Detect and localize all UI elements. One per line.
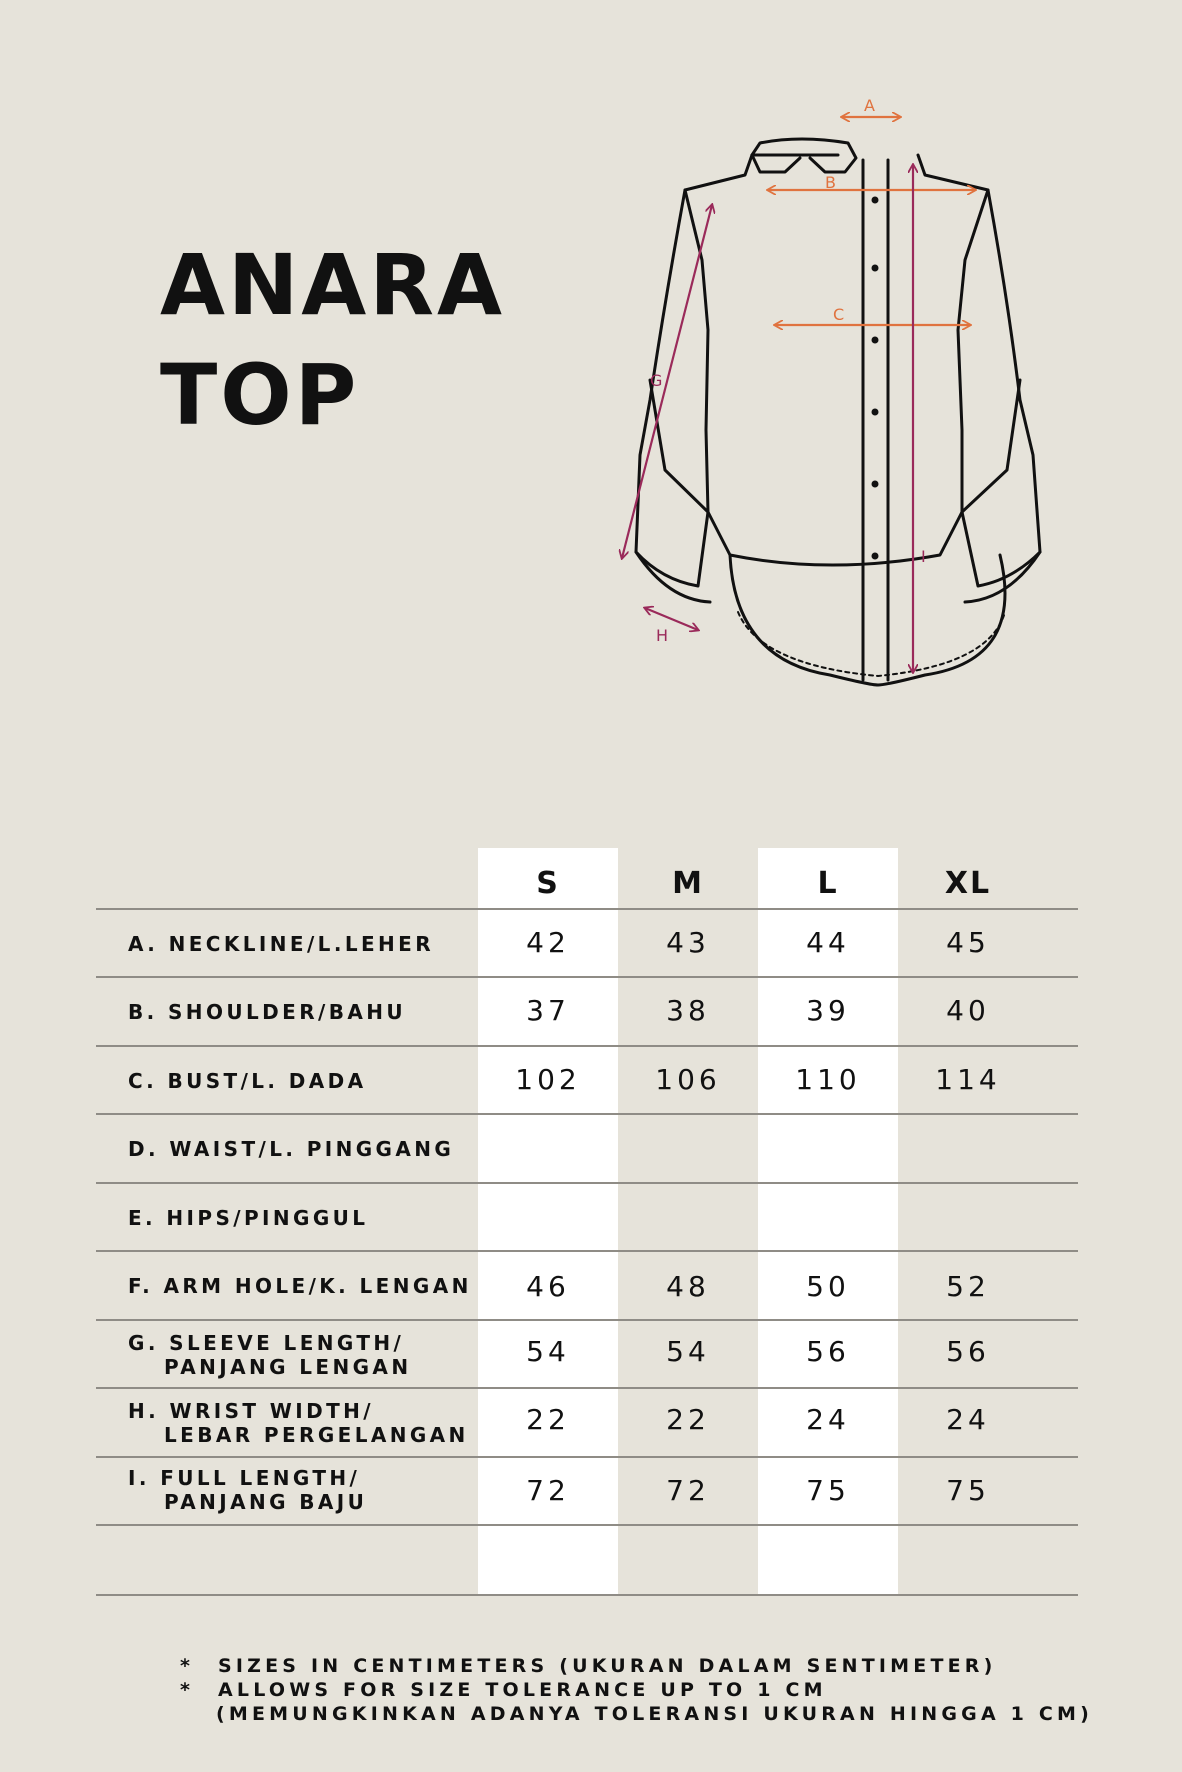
value-s: 22 — [526, 1403, 570, 1436]
label-g: G — [650, 371, 663, 390]
table-row — [96, 1389, 1078, 1457]
label-c: C — [833, 305, 845, 324]
value-xl: 40 — [946, 994, 990, 1027]
value-l: 50 — [806, 1270, 850, 1303]
size-header-xl: XL — [944, 866, 992, 901]
label-h: H — [656, 626, 669, 645]
size-header-m: M — [672, 866, 704, 901]
row-label-line1: G. SLEEVE LENGTH/ — [128, 1331, 405, 1355]
row-label: B. SHOULDER/BAHU — [128, 1000, 407, 1024]
table-row — [96, 1115, 1078, 1183]
table-row — [96, 910, 1078, 978]
value-xl: 45 — [946, 926, 990, 959]
row-label-line2: PANJANG LENGAN — [164, 1355, 412, 1379]
row-label-line1: I. FULL LENGTH/ — [128, 1466, 361, 1490]
note-line-2 — [180, 1678, 1093, 1702]
note-text: (MEMUNGKINKAN ADANYA TOLERANSI UKURAN HINGGA 1 CM) — [216, 1703, 1094, 1725]
table-row — [96, 1252, 1078, 1320]
row-label — [128, 1331, 458, 1379]
row-label: E. HIPS/PINGGUL — [128, 1206, 369, 1230]
value-m: 48 — [666, 1270, 710, 1303]
note-line-1 — [180, 1654, 1093, 1678]
product-title-line2: TOP — [160, 346, 360, 444]
value-l: 44 — [806, 926, 850, 959]
value-m: 43 — [666, 926, 710, 959]
row-label: F. ARM HOLE/K. LENGAN — [128, 1274, 472, 1298]
value-s: 102 — [515, 1063, 581, 1096]
value-xl: 75 — [946, 1474, 990, 1507]
product-title-line1: ANARA — [160, 236, 506, 334]
size-header-s: S — [536, 866, 560, 901]
value-s: 37 — [526, 994, 570, 1027]
note-text: SIZES IN CENTIMETERS (UKURAN DALAM SENTIMETER) — [218, 1655, 997, 1677]
product-title — [160, 230, 505, 450]
value-s: 42 — [526, 926, 570, 959]
table-row — [96, 1184, 1078, 1252]
row-label — [128, 1399, 469, 1447]
value-xl: 56 — [946, 1335, 990, 1368]
label-i: I — [921, 547, 926, 566]
value-m: 38 — [666, 994, 710, 1027]
row-label: D. WAIST/L. PINGGANG — [128, 1137, 455, 1161]
table-row — [96, 1458, 1078, 1526]
row-label-line1: H. WRIST WIDTH/ — [128, 1399, 374, 1423]
size-notes — [180, 1654, 1093, 1726]
table-row — [96, 1047, 1078, 1115]
label-a: A — [864, 96, 875, 115]
value-xl: 24 — [946, 1403, 990, 1436]
value-xl: 52 — [946, 1270, 990, 1303]
label-b: B — [825, 173, 836, 192]
row-label — [128, 1466, 458, 1514]
note-text: ALLOWS FOR SIZE TOLERANCE UP TO 1 CM — [218, 1679, 827, 1701]
value-m: 72 — [666, 1474, 710, 1507]
note-bullet: * — [180, 1679, 195, 1701]
value-s: 72 — [526, 1474, 570, 1507]
value-m: 54 — [666, 1335, 710, 1368]
value-m: 106 — [655, 1063, 721, 1096]
note-line-3 — [180, 1702, 1093, 1726]
size-chart-table — [96, 848, 1078, 1596]
value-xl: 114 — [935, 1063, 1001, 1096]
value-s: 46 — [526, 1270, 570, 1303]
value-l: 75 — [806, 1474, 850, 1507]
value-l: 24 — [806, 1403, 850, 1436]
row-label-line2: LEBAR PERGELANGAN — [164, 1423, 469, 1447]
table-row — [96, 978, 1078, 1046]
value-m: 22 — [666, 1403, 710, 1436]
row-label: A. NECKLINE/L.LEHER — [128, 932, 435, 956]
value-l: 56 — [806, 1335, 850, 1368]
note-bullet: * — [180, 1655, 195, 1677]
row-label-line2: PANJANG BAJU — [164, 1490, 368, 1514]
value-l: 39 — [806, 994, 850, 1027]
shirt-diagram-icon — [600, 90, 1100, 710]
value-l: 110 — [795, 1063, 861, 1096]
row-label: C. BUST/L. DADA — [128, 1069, 367, 1093]
table-row — [96, 1321, 1078, 1389]
value-s: 54 — [526, 1335, 570, 1368]
size-header-l: L — [817, 866, 839, 901]
row-divider — [96, 1594, 1078, 1596]
